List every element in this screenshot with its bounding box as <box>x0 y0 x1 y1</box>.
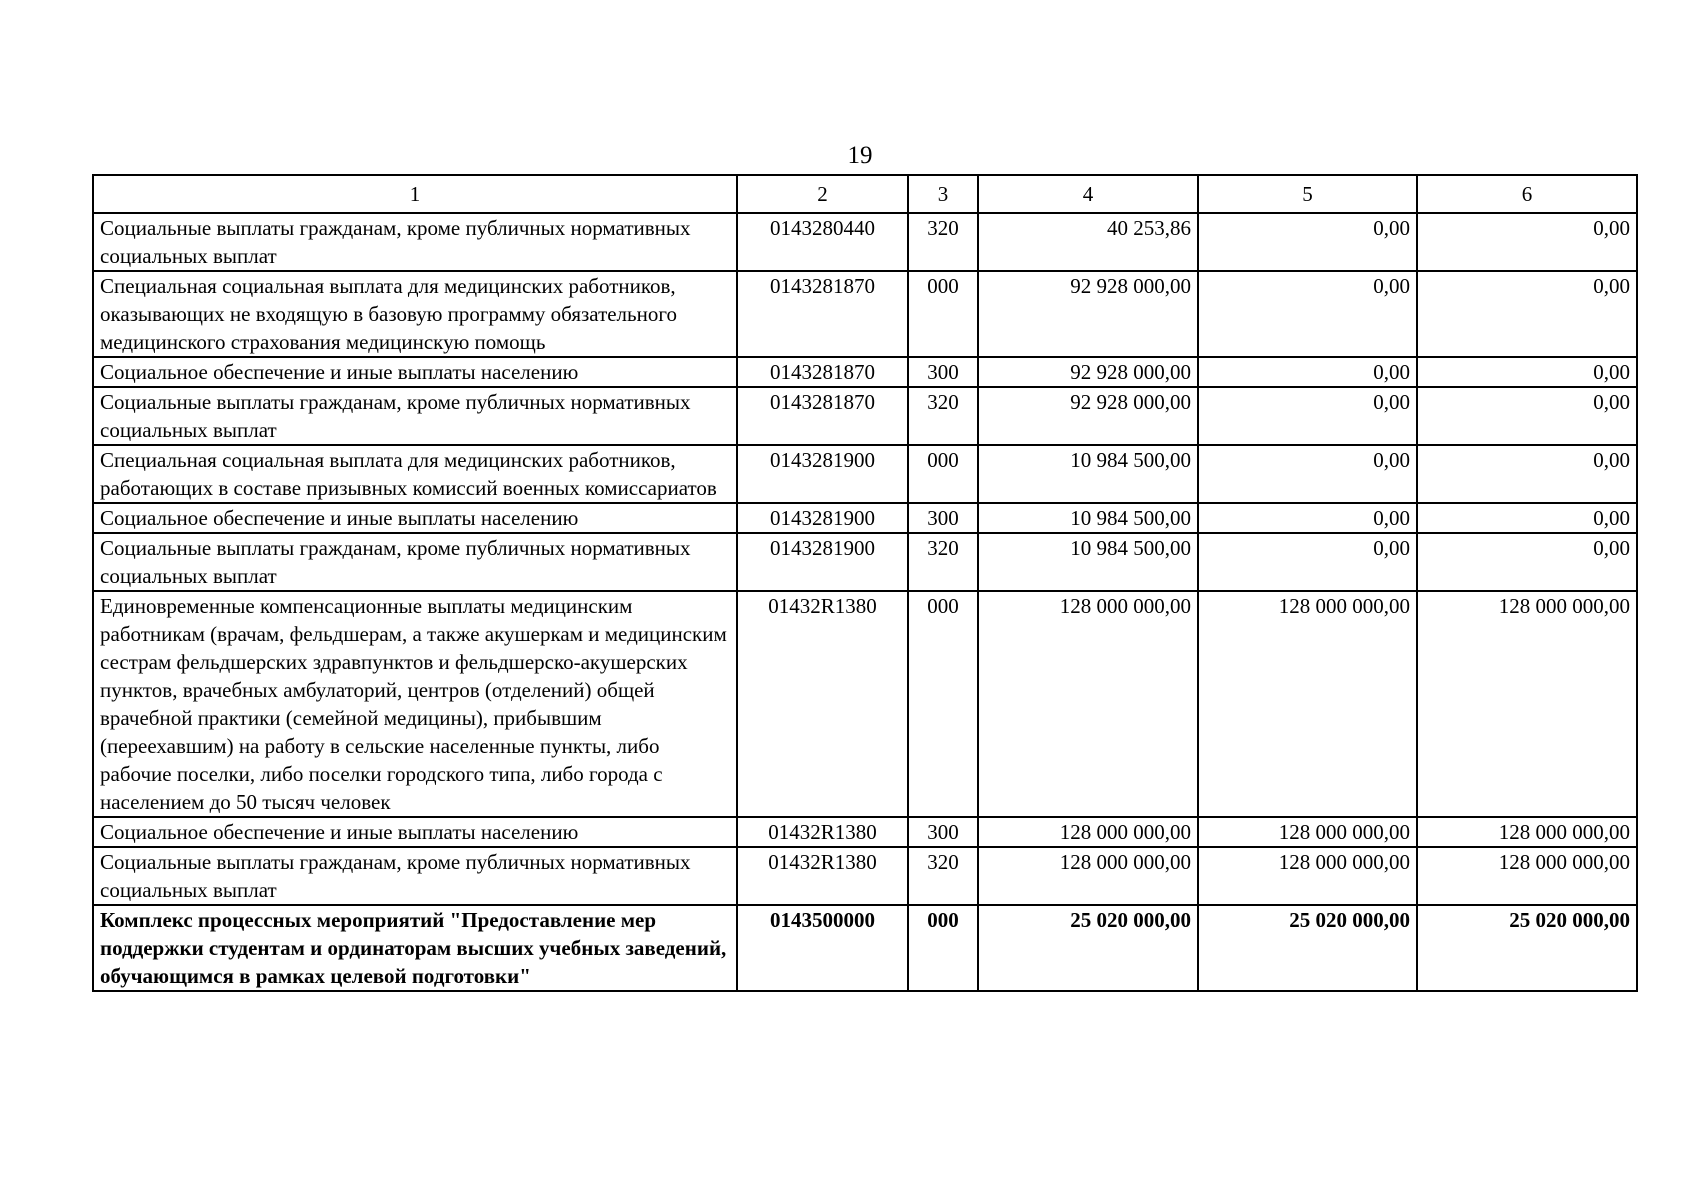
table-row <box>93 357 1637 387</box>
row-amount-col4: 10 984 500,00 <box>978 503 1198 533</box>
budget-table <box>92 174 1638 992</box>
row-code: 0143281900 <box>737 445 908 503</box>
row-amount-col5: 0,00 <box>1198 445 1417 503</box>
row-expense-type: 320 <box>908 387 978 445</box>
header-cell-1: 1 <box>93 175 737 213</box>
header-cell-6: 6 <box>1417 175 1637 213</box>
row-code: 0143281900 <box>737 503 908 533</box>
row-amount-col5: 128 000 000,00 <box>1198 847 1417 905</box>
table-row <box>93 503 1637 533</box>
table-row <box>93 387 1637 445</box>
row-code: 0143281870 <box>737 387 908 445</box>
row-amount-col5: 128 000 000,00 <box>1198 591 1417 817</box>
row-amount-col6: 0,00 <box>1417 357 1637 387</box>
row-expense-type: 000 <box>908 445 978 503</box>
row-amount-col5: 0,00 <box>1198 503 1417 533</box>
table-body <box>93 213 1637 991</box>
row-amount-col4: 128 000 000,00 <box>978 591 1198 817</box>
header-cell-2: 2 <box>737 175 908 213</box>
header-row <box>93 175 1637 213</box>
row-amount-col6: 0,00 <box>1417 445 1637 503</box>
row-name: Социальные выплаты гражданам, кроме публичных нормативных социальных выплат <box>93 533 737 591</box>
table-row <box>93 905 1637 991</box>
row-name: Социальные выплаты гражданам, кроме публичных нормативных социальных выплат <box>93 213 737 271</box>
row-code: 0143500000 <box>737 905 908 991</box>
row-amount-col6: 128 000 000,00 <box>1417 817 1637 847</box>
row-amount-col5: 25 020 000,00 <box>1198 905 1417 991</box>
row-amount-col5: 0,00 <box>1198 387 1417 445</box>
row-amount-col4: 128 000 000,00 <box>978 847 1198 905</box>
row-amount-col4: 92 928 000,00 <box>978 387 1198 445</box>
row-expense-type: 000 <box>908 591 978 817</box>
row-amount-col6: 25 020 000,00 <box>1417 905 1637 991</box>
row-expense-type: 300 <box>908 503 978 533</box>
row-expense-type: 000 <box>908 271 978 357</box>
table-row <box>93 213 1637 271</box>
table-row <box>93 817 1637 847</box>
row-amount-col5: 0,00 <box>1198 271 1417 357</box>
row-name: Социальное обеспечение и иные выплаты населению <box>93 357 737 387</box>
page-number: 19 <box>847 142 873 169</box>
row-name: Социальное обеспечение и иные выплаты населению <box>93 817 737 847</box>
row-code: 01432R1380 <box>737 591 908 817</box>
table-row <box>93 271 1637 357</box>
row-amount-col4: 10 984 500,00 <box>978 533 1198 591</box>
header-cell-4: 4 <box>978 175 1198 213</box>
row-expense-type: 320 <box>908 533 978 591</box>
table-row <box>93 533 1637 591</box>
row-amount-col6: 0,00 <box>1417 503 1637 533</box>
table-row <box>93 847 1637 905</box>
row-code: 0143281870 <box>737 271 908 357</box>
row-name: Специальная социальная выплата для медицинских работников, работающих в составе призывных комиссий военных комиссариатов <box>93 445 737 503</box>
row-amount-col4: 92 928 000,00 <box>978 271 1198 357</box>
row-expense-type: 320 <box>908 213 978 271</box>
row-amount-col4: 92 928 000,00 <box>978 357 1198 387</box>
header-cell-5: 5 <box>1198 175 1417 213</box>
row-amount-col6: 0,00 <box>1417 213 1637 271</box>
row-amount-col6: 0,00 <box>1417 271 1637 357</box>
row-code: 0143281870 <box>737 357 908 387</box>
row-amount-col6: 0,00 <box>1417 387 1637 445</box>
row-amount-col6: 128 000 000,00 <box>1417 591 1637 817</box>
row-name: Комплекс процессных мероприятий "Предоставление мер поддержки студентам и ординаторам высших учебных заведений, обучающимся в рамках целевой подготовки" <box>93 905 737 991</box>
row-expense-type: 300 <box>908 357 978 387</box>
row-name: Единовременные компенсационные выплаты медицинским работникам (врачам, фельдшерам, а также акушеркам и медицинским сестрам фельдшерских здравпунктов и фельдшерско-акушерских пунктов, врачебных амбулаторий, центров (отделений) общей врачебной практики (семейной медицины), прибывшим (переехавшим) на работу в сельские населенные пункты, либо рабочие поселки, либо поселки городского типа, либо города с населением до 50 тысяч человек <box>93 591 737 817</box>
row-code: 01432R1380 <box>737 817 908 847</box>
row-name: Социальные выплаты гражданам, кроме публичных нормативных социальных выплат <box>93 387 737 445</box>
row-amount-col5: 0,00 <box>1198 357 1417 387</box>
row-name: Социальное обеспечение и иные выплаты населению <box>93 503 737 533</box>
row-expense-type: 300 <box>908 817 978 847</box>
row-code: 0143280440 <box>737 213 908 271</box>
row-expense-type: 320 <box>908 847 978 905</box>
row-amount-col4: 10 984 500,00 <box>978 445 1198 503</box>
row-amount-col6: 128 000 000,00 <box>1417 847 1637 905</box>
header-cell-3: 3 <box>908 175 978 213</box>
row-amount-col5: 0,00 <box>1198 213 1417 271</box>
row-code: 01432R1380 <box>737 847 908 905</box>
row-amount-col5: 128 000 000,00 <box>1198 817 1417 847</box>
row-expense-type: 000 <box>908 905 978 991</box>
table-row <box>93 591 1637 817</box>
row-amount-col4: 25 020 000,00 <box>978 905 1198 991</box>
row-amount-col4: 40 253,86 <box>978 213 1198 271</box>
row-name: Специальная социальная выплата для медицинских работников, оказывающих не входящую в базовую программу обязательного медицинского страхования медицинскую помощь <box>93 271 737 357</box>
row-amount-col5: 0,00 <box>1198 533 1417 591</box>
row-code: 0143281900 <box>737 533 908 591</box>
row-amount-col4: 128 000 000,00 <box>978 817 1198 847</box>
row-amount-col6: 0,00 <box>1417 533 1637 591</box>
table-row <box>93 445 1637 503</box>
row-name: Социальные выплаты гражданам, кроме публичных нормативных социальных выплат <box>93 847 737 905</box>
